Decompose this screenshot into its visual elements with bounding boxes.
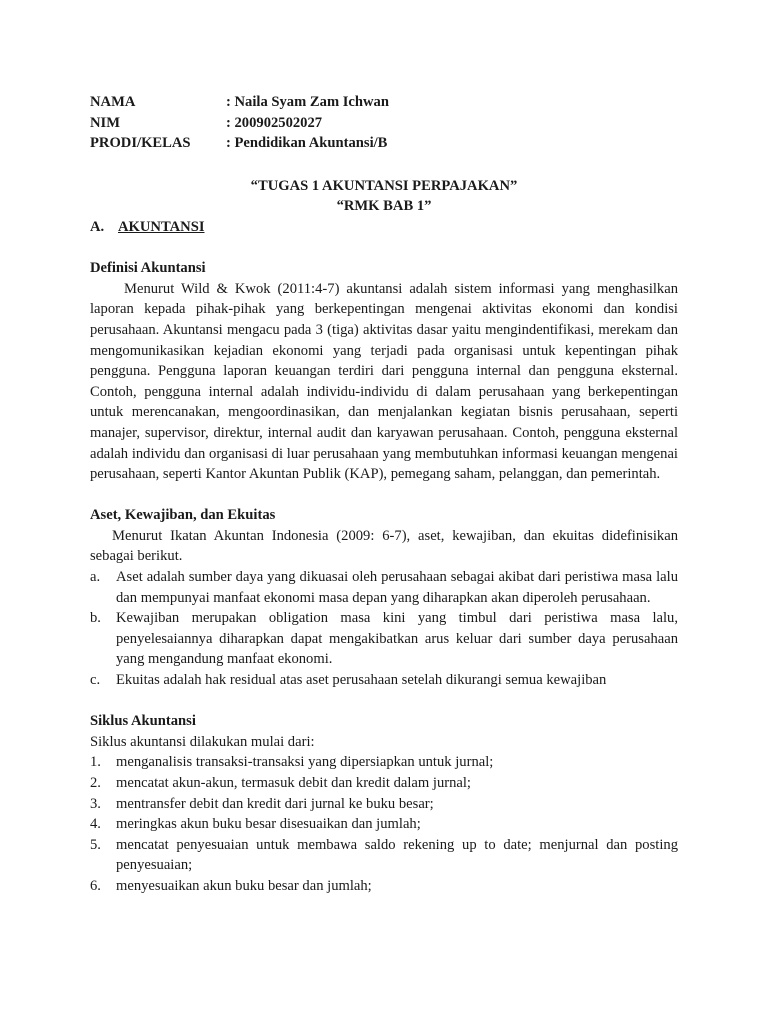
list-item <box>90 752 678 773</box>
identity-block <box>90 92 678 154</box>
identity-label: PRODI/KELAS <box>90 135 191 152</box>
list-item <box>90 773 678 794</box>
document-page <box>90 92 678 897</box>
section-letter: A. <box>90 218 105 235</box>
list-text: mencatat penyesuaian untuk membawa saldo rekening up to date; menjurnal dan posting penyesuaian; <box>116 836 678 874</box>
title-line-2: “RMK BAB 1” <box>336 198 432 215</box>
list-item <box>90 835 678 876</box>
spacer <box>90 691 678 712</box>
spacer <box>90 238 678 259</box>
list-marker: 4. <box>90 816 101 833</box>
list-text: menganalisis transaksi-transaksi yang dipersiapkan untuk jurnal; <box>116 754 494 771</box>
list-text: Kewajiban merupakan obligation masa kini yang timbul dari peristiwa masa lalu, penyelesaiannya diharapkan dapat mengakibatkan arus keluar dari sumber daya perusahaan yang mengandung manfaat ekonomi. <box>116 610 678 668</box>
aset-intro: Menurut Ikatan Akuntan Indonesia (2009: 6-7), aset, kewajiban, dan ekuitas didefinisikan sebagai berikut. <box>90 527 678 565</box>
document-title <box>90 176 678 217</box>
list-marker: 2. <box>90 775 101 791</box>
spacer <box>90 485 678 506</box>
list-marker: 5. <box>90 836 101 853</box>
title-line-1: “TUGAS 1 AKUNTANSI PERPAJAKAN” <box>250 177 518 194</box>
list-item <box>90 876 678 897</box>
list-item <box>90 670 678 691</box>
identity-label: NAMA <box>90 94 136 110</box>
siklus-intro: Siklus akuntansi dilakukan mulai dari: <box>90 733 315 750</box>
list-text: meringkas akun buku besar disesuaikan dan jumlah; <box>116 816 421 833</box>
identity-row-nim <box>90 113 678 134</box>
identity-label: NIM <box>90 114 120 131</box>
list-text: mencatat akun-akun, termasuk debit dan kredit dalam jurnal; <box>116 775 471 791</box>
list-marker: 1. <box>90 754 101 771</box>
identity-value: : Pendidikan Akuntansi/B <box>226 135 388 152</box>
list-marker: b. <box>90 610 101 627</box>
identity-row-nama <box>90 92 678 113</box>
list-item <box>90 794 678 815</box>
definisi-paragraph: Menurut Wild & Kwok (2011:4-7) akuntansi adalah sistem informasi yang menghasilkan laporan kepada pihak-pihak yang berkepentingan mengenai aktivitas ekonomi dan kondisi perusahaan. Akuntansi mengacu pada 3 (tiga) aktivitas dasar yaitu mengindentifikasi, merekam dan mengomunikasikan kejadian ekonomi yang terjadi pada organisasi untuk kepentingan pihak pengguna. Pengguna laporan keuangan terdiri dari pengguna internal dan pengguna eksternal. Contoh, pengguna internal adalah individu-individu di dalam perusahaan yang berkepentingan untuk merencanakan, mengoordinasikan, dan menjalankan kegiatan bisnis perusahaan, seperti manajer, supervisor, direktur, internal audit dan karyawan perusahaan. Contoh, pengguna eksternal adalah individu dan organisasi di luar perusahaan yang membutuhkan informasi keuangan mengenai perusahaan, seperti Kantor Akuntan Publik (KAP), pemegang saham, pelanggan, dan pemerintah. <box>90 280 678 483</box>
aset-heading: Aset, Kewajiban, dan Ekuitas <box>90 507 276 524</box>
identity-value: : Naila Syam Zam Ichwan <box>226 94 389 110</box>
list-marker: 6. <box>90 877 101 894</box>
list-marker: 3. <box>90 795 101 812</box>
section-title: AKUNTANSI <box>118 218 205 235</box>
identity-row-prodi <box>90 133 678 154</box>
list-text: Aset adalah sumber daya yang dikuasai oleh perusahaan sebagai akibat dari peristiwa masa lalu dan mempunyai manfaat ekonomi masa depan yang diharapkan akan diperoleh perusahaan. <box>116 569 678 606</box>
siklus-heading: Siklus Akuntansi <box>90 713 196 730</box>
aset-list <box>90 567 678 691</box>
list-text: menyesuaikan akun buku besar dan jumlah; <box>116 877 372 894</box>
list-item <box>90 567 678 608</box>
list-marker: a. <box>90 569 101 586</box>
list-item <box>90 608 678 670</box>
list-marker: c. <box>90 672 101 689</box>
section-heading-a <box>90 217 678 238</box>
list-text: mentransfer debit dan kredit dari jurnal ke buku besar; <box>116 795 434 812</box>
list-item <box>90 814 678 835</box>
definisi-heading: Definisi Akuntansi <box>90 260 206 277</box>
siklus-list <box>90 752 678 896</box>
identity-value: : 200902502027 <box>226 114 323 131</box>
list-text: Ekuitas adalah hak residual atas aset perusahaan setelah dikurangi semua kewajiban <box>116 672 607 689</box>
